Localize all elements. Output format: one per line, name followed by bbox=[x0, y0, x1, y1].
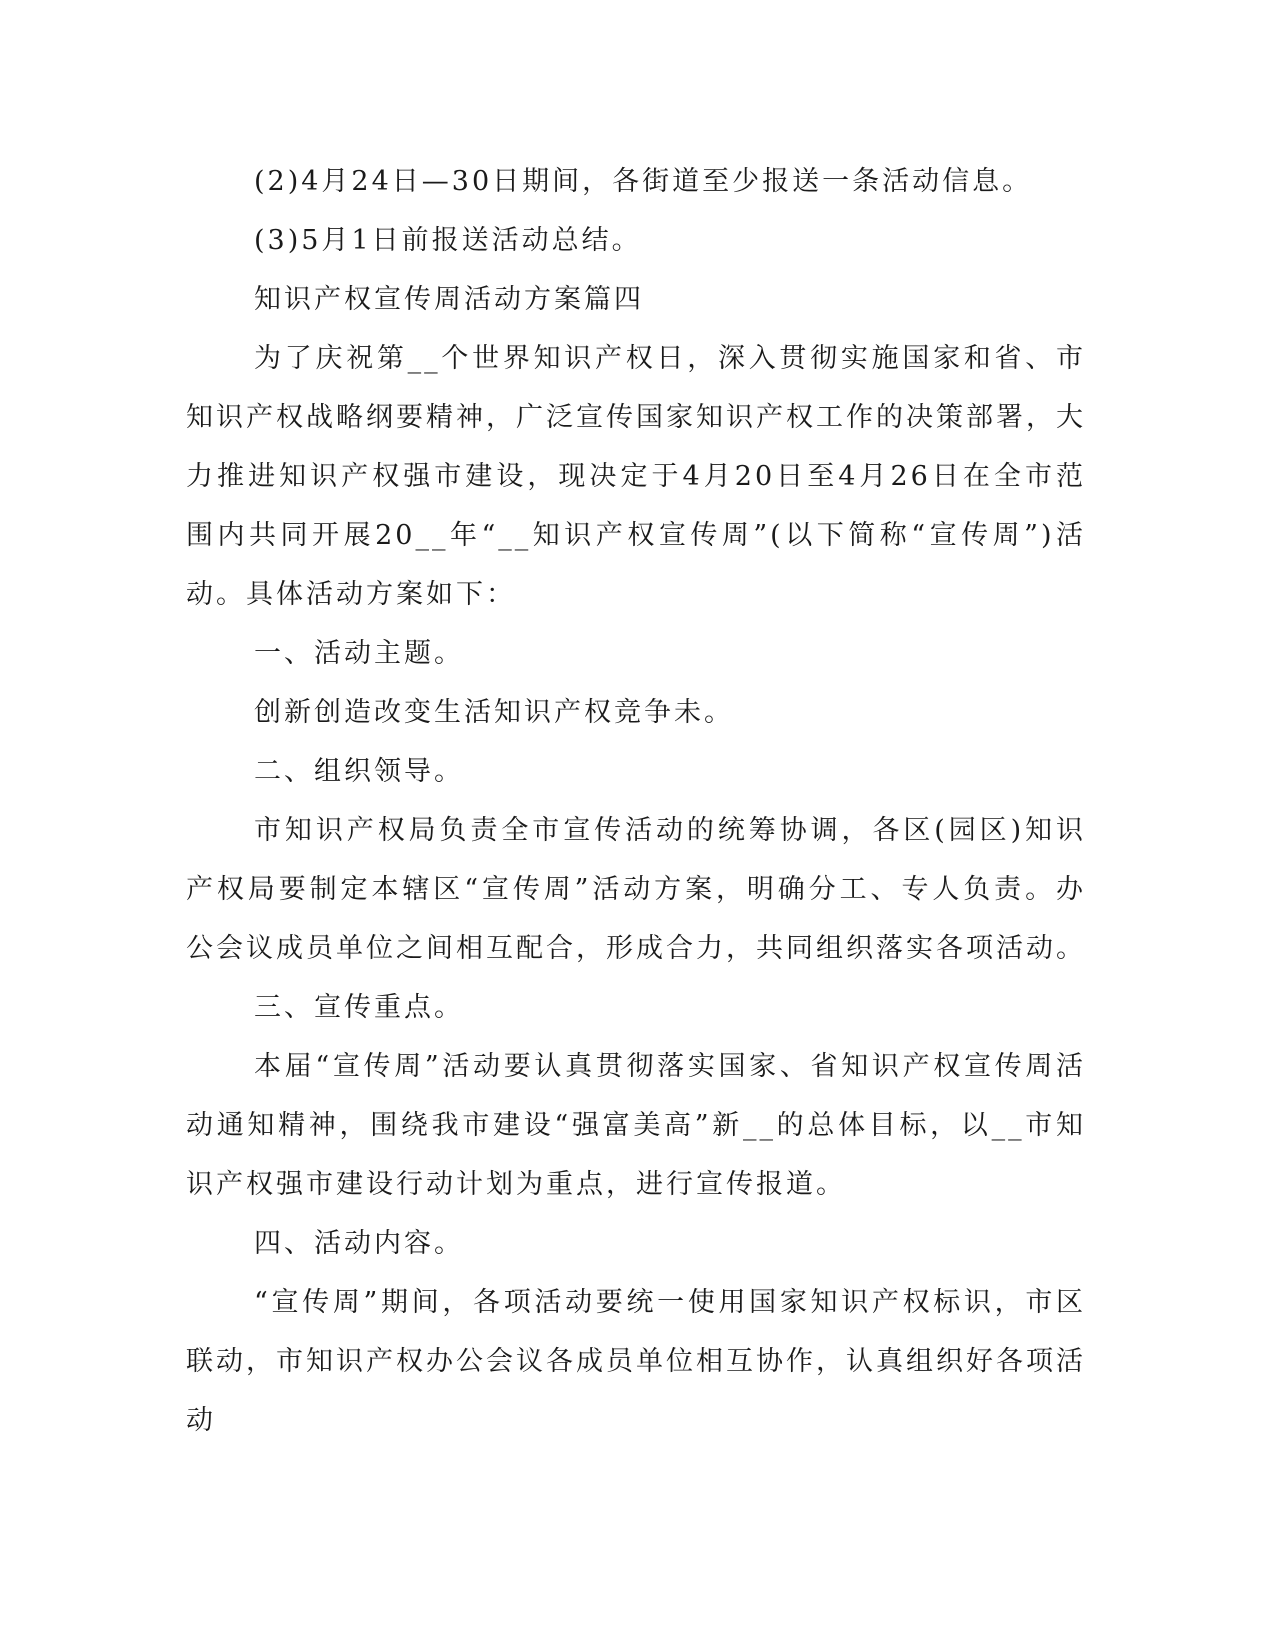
document-body bbox=[186, 152, 1086, 1450]
paragraph-reporting-period: (2)4月24日—30日期间，各街道至少报送一条活动信息。 bbox=[254, 166, 1033, 197]
paragraph-introduction: 为了庆祝第__个世界知识产权日，深入贯彻实施国家和省、市知识产权战略纲要精神，广泛宣传国家知识产权工作的决策部署，大力推进知识产权强市建设，现决定于4月20日至4月26日在全市范围内共同开展20__年“__知识产权宣传周”(以下简称“宣传周”)活动。具体活动方案如下： bbox=[186, 343, 1086, 610]
paragraph-theme: 创新创造改变生活知识产权竞争未。 bbox=[254, 697, 734, 728]
section-title: 知识产权宣传周活动方案篇四 bbox=[254, 284, 644, 315]
heading-organization: 二、组织领导。 bbox=[254, 756, 464, 787]
paragraph-focus: 本届“宣传周”活动要认真贯彻落实国家、省知识产权宣传周活动通知精神，围绕我市建设“强富美高”新__的总体目标，以__市知识产权强市建设行动计划为重点，进行宣传报道。 bbox=[186, 1051, 1086, 1200]
paragraph-organization: 市知识产权局负责全市宣传活动的统筹协调，各区(园区)知识产权局要制定本辖区“宣传周”活动方案，明确分工、专人负责。办公会议成员单位之间相互配合，形成合力，共同组织落实各项活动。 bbox=[186, 815, 1086, 964]
paragraph-summary-deadline: (3)5月1日前报送活动总结。 bbox=[254, 225, 642, 256]
heading-focus: 三、宣传重点。 bbox=[254, 992, 464, 1023]
paragraph-activity-content: “宣传周”期间，各项活动要统一使用国家知识产权标识，市区联动，市知识产权办公会议各成员单位相互协作，认真组织好各项活动 bbox=[186, 1287, 1086, 1436]
heading-activity-theme: 一、活动主题。 bbox=[254, 638, 464, 669]
heading-activity-content: 四、活动内容。 bbox=[254, 1228, 464, 1259]
